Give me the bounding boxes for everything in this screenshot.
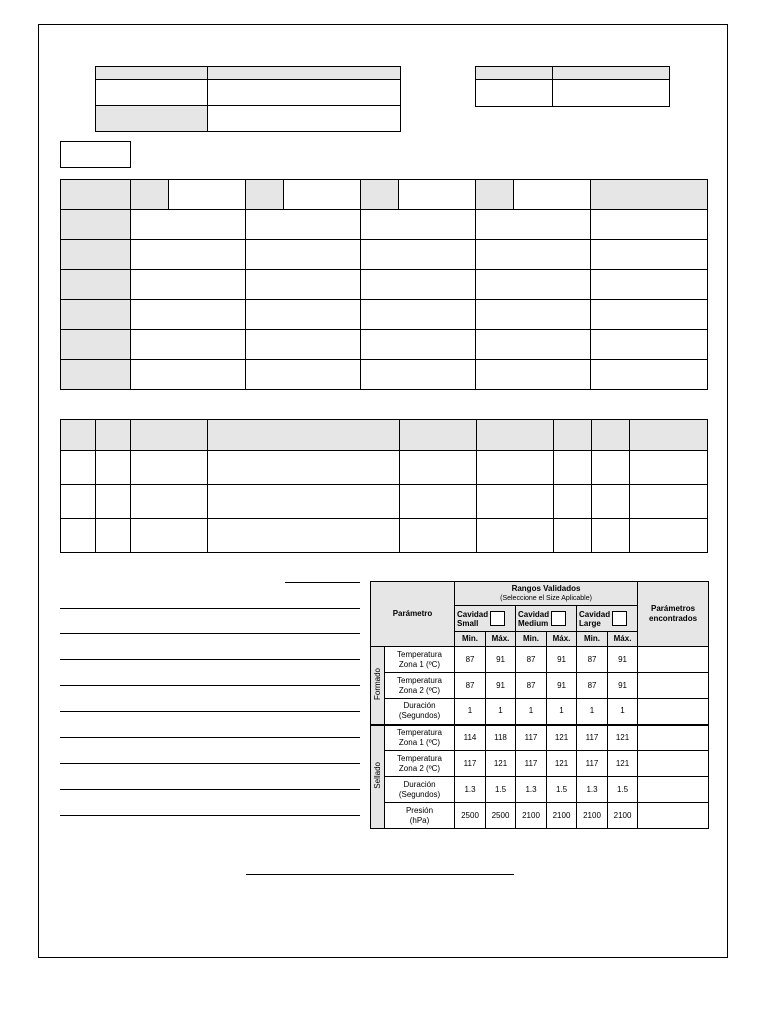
cell[interactable] (208, 519, 400, 553)
writing-line (60, 659, 360, 660)
cell[interactable] (591, 240, 708, 270)
value-cell: 117 (516, 725, 547, 751)
cell (61, 240, 131, 270)
cell[interactable] (361, 300, 476, 330)
cell[interactable] (592, 451, 630, 485)
cell[interactable] (477, 519, 554, 553)
max-header: Máx. (547, 632, 577, 647)
cavity-large[interactable] (577, 606, 638, 632)
cavity-large-label: Cavidad Large (579, 609, 611, 628)
cavity-medium-checkbox[interactable] (551, 611, 566, 626)
cell[interactable] (131, 519, 208, 553)
value-cell: 121 (547, 751, 577, 777)
cell[interactable] (96, 485, 131, 519)
second-grid-table (60, 419, 708, 553)
cell[interactable] (131, 451, 208, 485)
top-right-table (475, 66, 670, 107)
cell[interactable] (400, 519, 477, 553)
short-line (285, 582, 360, 583)
cell[interactable] (361, 270, 476, 300)
writing-line (60, 608, 360, 609)
found-cell[interactable] (638, 699, 709, 725)
cell (61, 300, 131, 330)
cell[interactable] (591, 270, 708, 300)
value-cell: 87 (516, 647, 547, 673)
cell[interactable] (96, 80, 208, 106)
cell (61, 360, 131, 390)
cell (61, 330, 131, 360)
param-cell: Duración (Segundos) (385, 777, 455, 803)
ranges-title: Rangos Validados (511, 583, 581, 593)
cell[interactable] (554, 519, 592, 553)
cell[interactable] (477, 485, 554, 519)
value-cell: 117 (516, 751, 547, 777)
cell[interactable] (131, 240, 246, 270)
writing-line (60, 685, 360, 686)
cavity-large-checkbox[interactable] (612, 611, 627, 626)
value-cell: 1 (547, 699, 577, 725)
param-cell: Temperatura Zona 1 (ºC) (385, 725, 455, 751)
cell[interactable] (61, 519, 96, 553)
cell (553, 67, 670, 80)
cell[interactable] (131, 360, 246, 390)
writing-line (60, 737, 360, 738)
cell[interactable] (246, 210, 361, 240)
writing-line (60, 633, 360, 634)
value-cell: 1.5 (486, 777, 516, 803)
validated-ranges-table (370, 581, 709, 829)
value-cell: 2500 (486, 803, 516, 829)
cell[interactable] (169, 180, 246, 210)
value-cell: 1.5 (547, 777, 577, 803)
value-cell: 91 (486, 673, 516, 699)
cell (96, 67, 208, 80)
cell[interactable] (554, 451, 592, 485)
found-cell[interactable] (638, 751, 709, 777)
writing-line (60, 763, 360, 764)
cell[interactable] (246, 330, 361, 360)
value-cell: 114 (455, 725, 486, 751)
value-cell: 87 (577, 647, 608, 673)
found-cell[interactable] (638, 647, 709, 673)
cell (208, 420, 400, 451)
main-grid-table (60, 179, 708, 390)
value-cell: 1 (455, 699, 486, 725)
found-cell[interactable] (638, 777, 709, 803)
value-cell: 2100 (547, 803, 577, 829)
cell[interactable] (591, 300, 708, 330)
writing-line (60, 815, 360, 816)
cell[interactable] (630, 485, 708, 519)
cell[interactable] (476, 240, 591, 270)
value-cell: 1.3 (577, 777, 608, 803)
writing-line (60, 789, 360, 790)
cell[interactable] (361, 360, 476, 390)
value-cell: 87 (455, 647, 486, 673)
cell (246, 180, 284, 210)
cell (592, 420, 630, 451)
cell[interactable] (284, 180, 361, 210)
cell (131, 180, 169, 210)
cell[interactable] (361, 210, 476, 240)
cell[interactable] (476, 210, 591, 240)
ranges-header (455, 582, 638, 606)
cell[interactable] (131, 330, 246, 360)
cell (96, 420, 131, 451)
cell[interactable] (514, 180, 591, 210)
cell[interactable] (554, 485, 592, 519)
value-cell: 1 (486, 699, 516, 725)
param-cell: Temperatura Zona 2 (ºC) (385, 751, 455, 777)
cell[interactable] (246, 300, 361, 330)
ranges-subtitle: (Seleccione el Size Aplicable) (500, 594, 592, 602)
cell[interactable] (361, 330, 476, 360)
cell (400, 420, 477, 451)
value-cell: 1.3 (455, 777, 486, 803)
cell (208, 67, 401, 80)
value-cell: 87 (455, 673, 486, 699)
cell (476, 180, 514, 210)
value-cell: 1.5 (608, 777, 638, 803)
value-cell: 121 (486, 751, 516, 777)
cell (61, 270, 131, 300)
cell[interactable] (591, 360, 708, 390)
cell[interactable] (208, 80, 401, 106)
max-header: Máx. (486, 632, 516, 647)
param-cell: Presión (hPa) (385, 803, 455, 829)
cell[interactable] (476, 300, 591, 330)
cell[interactable] (476, 330, 591, 360)
writing-line (60, 711, 360, 712)
cell[interactable] (208, 485, 400, 519)
cell[interactable] (131, 300, 246, 330)
value-cell: 117 (577, 725, 608, 751)
cell[interactable] (592, 519, 630, 553)
cell[interactable] (131, 485, 208, 519)
signature-line (246, 874, 514, 875)
cell[interactable] (131, 210, 246, 240)
cell[interactable] (591, 210, 708, 240)
cell[interactable] (476, 270, 591, 300)
value-cell: 1 (577, 699, 608, 725)
cell[interactable] (553, 80, 670, 107)
cell[interactable] (400, 451, 477, 485)
value-cell: 91 (608, 673, 638, 699)
cell[interactable] (361, 240, 476, 270)
found-header: Parámetros encontrados (638, 582, 709, 647)
cell[interactable] (246, 360, 361, 390)
cell (630, 420, 708, 451)
cell (477, 420, 554, 451)
cell (591, 180, 708, 210)
found-cell[interactable] (638, 673, 709, 699)
cavity-medium-label: Cavidad Medium (518, 609, 550, 628)
cell (96, 106, 208, 132)
value-cell: 91 (547, 673, 577, 699)
value-cell: 117 (455, 751, 486, 777)
param-cell: Duración (Segundos) (385, 699, 455, 725)
min-header: Min. (516, 632, 547, 647)
cell (61, 180, 131, 210)
value-cell: 121 (608, 751, 638, 777)
cavity-medium[interactable] (516, 606, 577, 632)
cavity-small-checkbox[interactable] (490, 611, 505, 626)
cell (476, 67, 553, 80)
value-cell: 2100 (516, 803, 547, 829)
cell[interactable] (476, 80, 553, 107)
value-cell: 2500 (455, 803, 486, 829)
cavity-small[interactable] (455, 606, 516, 632)
cell[interactable] (96, 451, 131, 485)
value-cell: 121 (547, 725, 577, 751)
value-cell: 91 (486, 647, 516, 673)
cell[interactable] (246, 240, 361, 270)
cell (131, 420, 208, 451)
cell[interactable] (399, 180, 476, 210)
cell[interactable] (96, 519, 131, 553)
cell[interactable] (61, 485, 96, 519)
param-cell: Temperatura Zona 2 (ºC) (385, 673, 455, 699)
value-cell: 118 (486, 725, 516, 751)
value-cell: 91 (608, 647, 638, 673)
value-cell: 121 (608, 725, 638, 751)
value-cell: 91 (547, 647, 577, 673)
cell[interactable] (592, 485, 630, 519)
value-cell: 2100 (577, 803, 608, 829)
cell[interactable] (476, 360, 591, 390)
cell[interactable] (208, 451, 400, 485)
cell (61, 420, 96, 451)
cell[interactable] (400, 485, 477, 519)
cell (61, 210, 131, 240)
max-header: Máx. (608, 632, 638, 647)
found-cell[interactable] (638, 803, 709, 829)
cell[interactable] (61, 451, 96, 485)
min-header: Min. (577, 632, 608, 647)
group-label-formado: Formado (371, 647, 385, 725)
cell[interactable] (131, 270, 246, 300)
cell[interactable] (208, 106, 401, 132)
cavity-small-label: Cavidad Small (457, 609, 489, 628)
cell[interactable] (246, 270, 361, 300)
parameter-header: Parámetro (371, 582, 455, 647)
value-cell: 1 (516, 699, 547, 725)
small-label-box (60, 141, 131, 168)
min-header: Min. (455, 632, 486, 647)
cell[interactable] (630, 519, 708, 553)
value-cell: 2100 (608, 803, 638, 829)
value-cell: 1.3 (516, 777, 547, 803)
cell (554, 420, 592, 451)
cell[interactable] (630, 451, 708, 485)
cell (361, 180, 399, 210)
top-left-table (95, 66, 401, 132)
found-cell[interactable] (638, 725, 709, 751)
group-label-sellado: Sellado (371, 725, 385, 829)
param-cell: Temperatura Zona 1 (ºC) (385, 647, 455, 673)
value-cell: 87 (577, 673, 608, 699)
cell[interactable] (591, 330, 708, 360)
value-cell: 117 (577, 751, 608, 777)
value-cell: 1 (608, 699, 638, 725)
cell[interactable] (477, 451, 554, 485)
value-cell: 87 (516, 673, 547, 699)
